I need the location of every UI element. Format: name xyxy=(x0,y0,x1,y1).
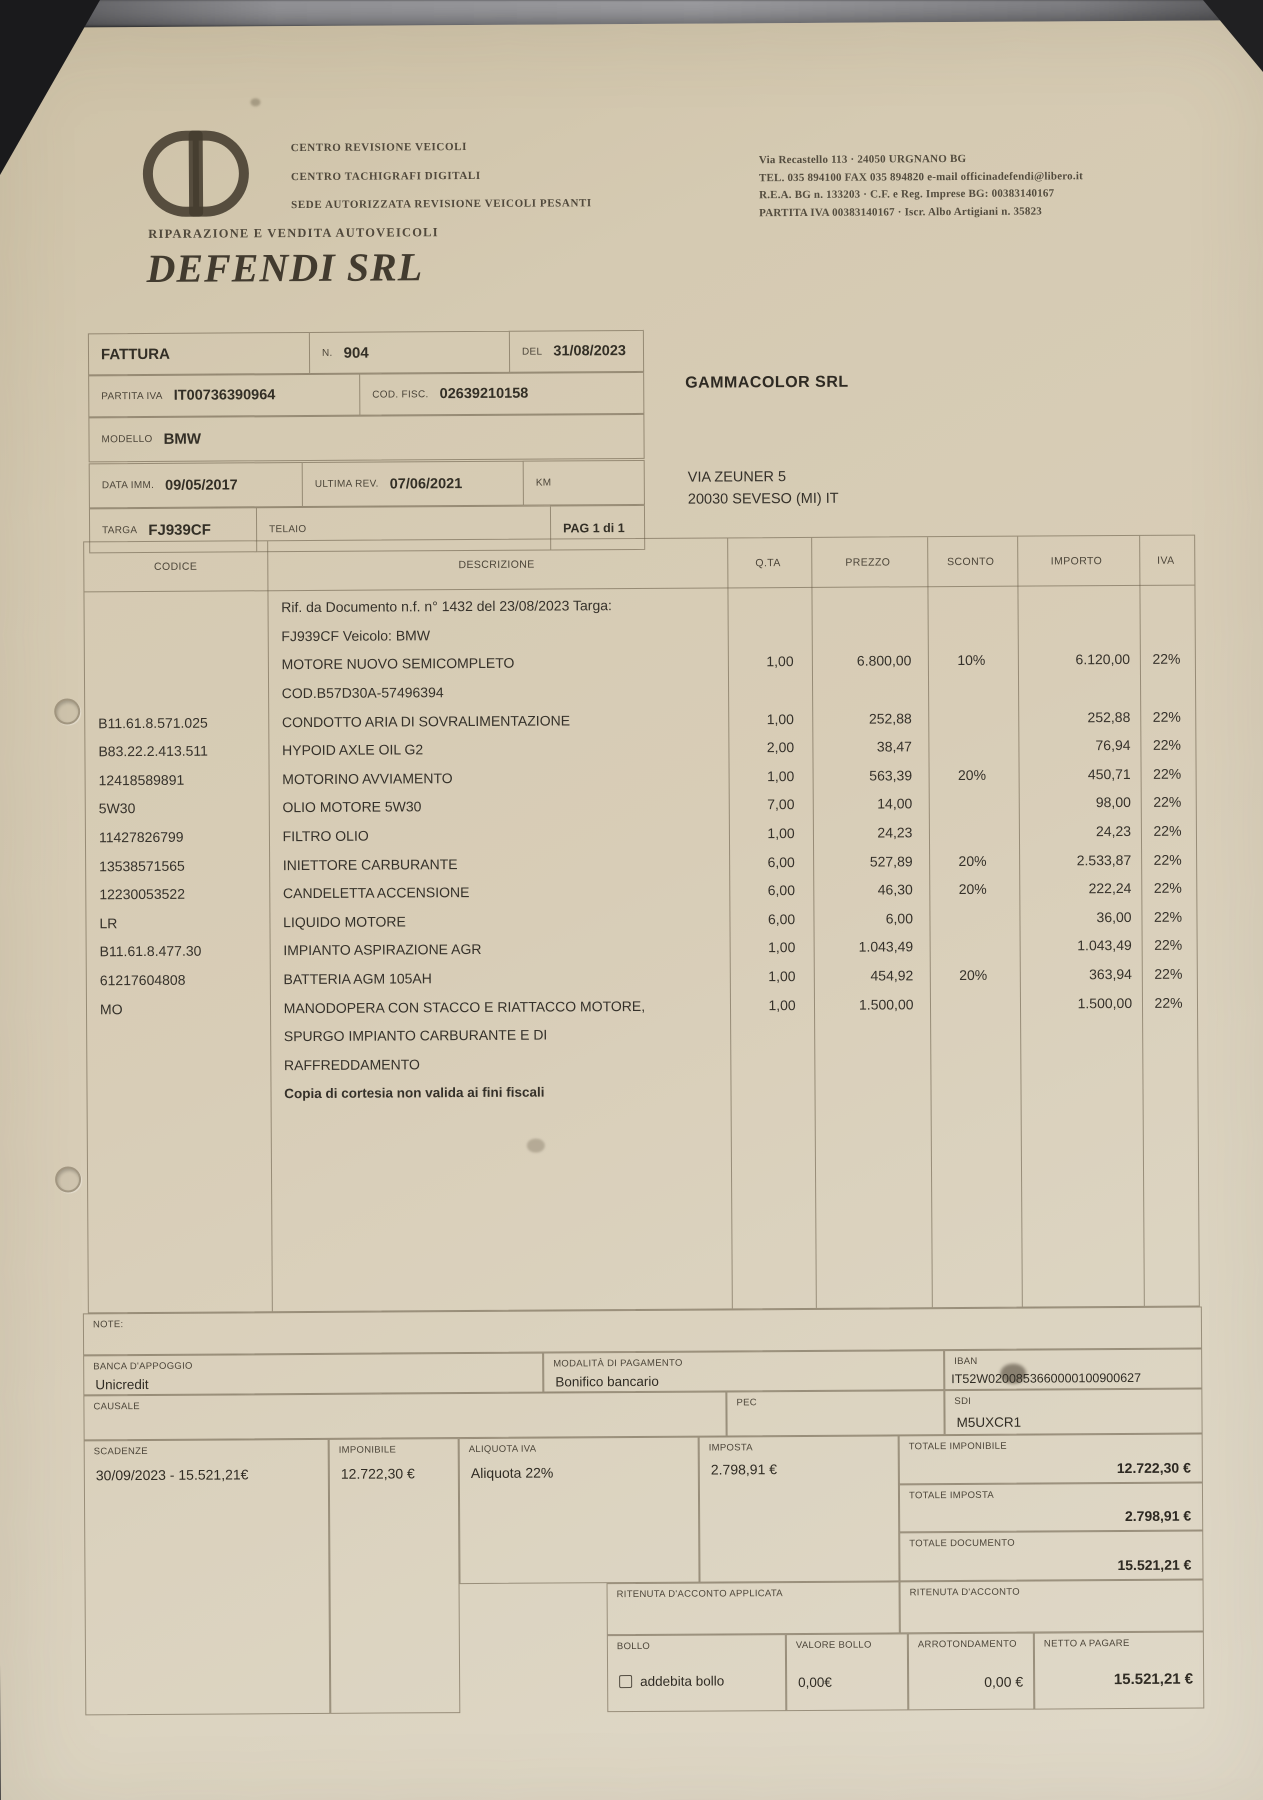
totale-documento-value: 15.521,21 € xyxy=(1117,1556,1192,1574)
col-header-sconto: SCONTO xyxy=(947,555,995,568)
item-qty: 1,00 xyxy=(768,968,796,985)
cod-fisc-cell xyxy=(360,372,644,416)
pec-label: PEC xyxy=(736,1397,757,1409)
totale-imposta-value: 2.798,91 € xyxy=(1124,1507,1192,1525)
item-code xyxy=(88,1094,271,1095)
item-price: 6.800,00 xyxy=(856,652,912,670)
banca-label: BANCA D'APPOGGIO xyxy=(93,1360,193,1373)
item-discount xyxy=(927,803,1017,804)
item-price xyxy=(811,689,927,690)
item-amount: 1.043,49 xyxy=(1077,937,1132,954)
item-description: FJ939CF Veicolo: BMW xyxy=(281,627,431,645)
bollo-cell xyxy=(607,1634,786,1712)
item-discount xyxy=(927,689,1017,690)
item-discount: 20% xyxy=(959,966,988,984)
item-price: 563,39 xyxy=(869,767,913,784)
col-header-iva: IVA xyxy=(1157,554,1175,567)
item-vat: 22% xyxy=(1153,879,1182,897)
invoice-paper xyxy=(0,20,1263,1800)
partita-iva-value: IT00736390964 xyxy=(173,387,276,404)
item-code xyxy=(85,636,268,637)
paper-stain xyxy=(250,98,260,106)
totale-imponibile-value: 12.722,30 € xyxy=(1116,1459,1191,1477)
doc-type-cell xyxy=(88,332,310,375)
item-description: BATTERIA AGM 105AH xyxy=(283,970,432,988)
item-description: IMPIANTO ASPIRAZIONE AGR xyxy=(283,941,482,959)
contact-line: TEL. 035 894100 FAX 035 894820 e-mail officinadefendi@libero.it xyxy=(758,169,1083,184)
telaio-label: TELAIO xyxy=(269,523,307,536)
item-description: MOTORINO AVVIAMENTO xyxy=(282,769,453,788)
item-price: 24,23 xyxy=(877,824,913,841)
item-amount: 1.500,00 xyxy=(1077,994,1133,1011)
note-label: NOTE: xyxy=(92,1319,124,1331)
item-description: Copia di cortesia non valida ai fini fiscali xyxy=(284,1084,545,1102)
col-header-descrizione: DESCRIZIONE xyxy=(458,558,535,571)
totale-imponibile-label: TOTALE IMPONIBILE xyxy=(908,1440,1007,1453)
km-label: KM xyxy=(535,477,552,489)
item-code xyxy=(85,693,268,694)
partita-iva-cell xyxy=(88,374,360,418)
arrotondamento-value: 0,00 € xyxy=(984,1673,1024,1690)
item-vat: 22% xyxy=(1152,651,1181,668)
ritenuta-applicata-cell xyxy=(607,1581,900,1635)
item-description: LIQUIDO MOTORE xyxy=(283,913,406,930)
letterhead-tagline: CENTRO TACHIGRAFI DIGITALI xyxy=(290,169,481,184)
number-label: N. xyxy=(321,347,333,359)
item-discount xyxy=(928,1003,1018,1004)
modalita-cell xyxy=(543,1350,944,1392)
item-description: SPURGO IMPIANTO CARBURANTE E DI xyxy=(283,1026,548,1045)
pec-cell xyxy=(726,1390,944,1436)
item-code: LR xyxy=(99,914,118,932)
item-amount: 24,23 xyxy=(1095,823,1132,840)
letterhead-subtitle: RIPARAZIONE E VENDITA AUTOVEICOLI xyxy=(148,225,439,241)
modello-value: BMW xyxy=(163,430,202,448)
item-code xyxy=(85,665,268,666)
item-description: CANDELETTA ACCENSIONE xyxy=(282,884,470,902)
ritenuta-cell xyxy=(900,1580,1204,1634)
item-amount: 6.120,00 xyxy=(1075,651,1131,668)
item-price: 46,30 xyxy=(877,881,913,898)
cod-fisc-label: COD. FISC. xyxy=(372,388,429,401)
item-qty: 1,00 xyxy=(766,653,794,670)
ritenuta-applicata-label: RITENUTA D'ACCONTO APPLICATA xyxy=(616,1588,783,1601)
col-header-prezzo: PREZZO xyxy=(845,555,891,569)
item-amount: 363,94 xyxy=(1089,965,1132,983)
item-code: 61217604808 xyxy=(99,971,186,989)
item-vat: 22% xyxy=(1153,851,1182,868)
items-table xyxy=(83,535,1200,1314)
item-qty: 6,00 xyxy=(767,853,795,870)
item-description: HYPOID AXLE OIL G2 xyxy=(282,741,424,759)
item-amount xyxy=(1019,1060,1141,1061)
iban-cell xyxy=(944,1349,1202,1391)
valore-bollo-label: VALORE BOLLO xyxy=(795,1639,872,1652)
item-qty: 6,00 xyxy=(767,910,796,928)
item-code: MO xyxy=(99,1000,123,1017)
valore-bollo-cell xyxy=(786,1633,908,1711)
letterhead-contact-block xyxy=(759,150,1179,223)
date-label: DEL xyxy=(521,346,543,358)
item-code xyxy=(85,608,268,609)
item-code: 5W30 xyxy=(98,800,136,817)
item-qty xyxy=(727,690,811,691)
item-price xyxy=(813,1090,929,1091)
hole-punch-bottom xyxy=(55,1166,81,1192)
item-amount: 36,00 xyxy=(1096,908,1132,926)
ritenuta-label: RITENUTA D'ACCONTO xyxy=(909,1586,1020,1599)
partita-iva-label: PARTITA IVA xyxy=(101,390,163,402)
col-header-qta: Q.TA xyxy=(755,556,781,569)
item-code: B83.22.2.413.511 xyxy=(98,742,208,760)
sdi-cell xyxy=(944,1389,1202,1436)
item-vat: 22% xyxy=(1153,908,1183,925)
contact-line: R.E.A. BG n. 133203 · C.F. e Reg. Imprese BG: 00383140167 xyxy=(759,187,1055,202)
item-price: 454,92 xyxy=(870,967,914,984)
item-code: 13538571565 xyxy=(99,857,185,874)
item-amount xyxy=(1016,688,1138,689)
item-discount: 10% xyxy=(957,652,986,669)
totale-imposta-cell xyxy=(899,1483,1203,1533)
cod-fisc-value: 02639210158 xyxy=(439,385,529,403)
item-code: 11427826799 xyxy=(98,828,184,846)
hole-punch-top xyxy=(54,698,80,724)
item-discount xyxy=(929,1089,1019,1090)
aliquota-cell xyxy=(459,1437,700,1584)
data-imm-value: 09/05/2017 xyxy=(165,476,238,494)
customer-address-line2: 20030 SEVESO (MI) IT xyxy=(687,490,839,508)
item-description: OLIO MOTORE 5W30 xyxy=(282,798,422,816)
item-amount xyxy=(1019,1088,1141,1089)
causale-label: CAUSALE xyxy=(93,1401,140,1413)
page-indicator: PAG 1 di 1 xyxy=(563,520,625,535)
iban-value: IT52W0200853660000100900627 xyxy=(951,1370,1142,1387)
item-vat: 22% xyxy=(1153,765,1182,782)
bollo-label: BOLLO xyxy=(616,1640,651,1653)
item-price xyxy=(810,632,926,633)
item-vat: 22% xyxy=(1154,965,1183,982)
totale-documento-cell xyxy=(899,1531,1203,1582)
item-description: CONDOTTO ARIA DI SOVRALIMENTAZIONE xyxy=(281,712,571,730)
scadenze-label: SCADENZE xyxy=(93,1445,148,1458)
item-description: Rif. da Documento n.f. n° 1432 del 23/08/2023 Targa: xyxy=(281,597,612,616)
item-qty: 7,00 xyxy=(767,796,795,813)
item-amount xyxy=(1016,602,1138,603)
item-qty xyxy=(729,1062,813,1063)
item-amount xyxy=(1016,631,1138,632)
item-description: MANODOPERA CON STACCO E RIATTACCO MOTORE, xyxy=(283,997,646,1016)
item-qty: 1,00 xyxy=(766,767,795,785)
sdi-value: M5UXCR1 xyxy=(956,1414,1022,1431)
item-qty xyxy=(727,633,811,634)
totale-imposta-label: TOTALE IMPOSTA xyxy=(908,1489,994,1502)
doc-number-cell xyxy=(310,331,510,374)
bollo-checkbox-label: addebita bollo xyxy=(640,1673,725,1689)
modalita-value: Bonifico bancario xyxy=(555,1373,659,1390)
netto-value: 15.521,21 € xyxy=(1113,1670,1194,1689)
dd-logo-icon xyxy=(143,130,274,221)
aliquota-value: Aliquota 22% xyxy=(470,1464,554,1482)
data-imm-label: DATA IMM. xyxy=(101,479,155,492)
imponibile-cell xyxy=(329,1438,461,1714)
item-price: 252,88 xyxy=(868,709,912,727)
netto-label: NETTO A PAGARE xyxy=(1043,1637,1130,1650)
item-amount: 2.533,87 xyxy=(1076,851,1132,868)
invoice-meta-box xyxy=(88,330,645,553)
item-qty: 1,00 xyxy=(766,710,794,727)
item-price: 1.043,49 xyxy=(858,938,914,956)
item-qty: 6,00 xyxy=(767,882,796,899)
imponibile-value: 12.722,30 € xyxy=(340,1465,415,1482)
customer-address-line1: VIA ZEUNER 5 xyxy=(687,469,787,486)
contact-line: Via Recastello 113 · 24050 URGNANO BG xyxy=(758,152,967,167)
doc-type-label: FATTURA xyxy=(100,345,170,363)
item-amount xyxy=(1018,1031,1140,1032)
netto-a-pagare-cell xyxy=(1034,1632,1204,1710)
item-price xyxy=(810,604,926,605)
item-discount xyxy=(928,946,1018,947)
table-row xyxy=(87,1074,1197,1109)
item-code: B11.61.8.477.30 xyxy=(99,943,202,960)
item-amount: 222,24 xyxy=(1088,880,1132,897)
imposta-value: 2.798,91 € xyxy=(710,1461,778,1478)
scadenze-cell xyxy=(84,1439,331,1715)
item-discount: 20% xyxy=(958,852,987,869)
item-amount: 76,94 xyxy=(1095,737,1131,754)
scadenze-value: 30/09/2023 - 15.521,21€ xyxy=(95,1466,249,1484)
totale-imponibile-cell xyxy=(899,1434,1203,1485)
number-value: 904 xyxy=(343,344,369,362)
item-discount xyxy=(926,632,1016,633)
item-discount xyxy=(929,1032,1019,1033)
col-header-importo: IMPORTO xyxy=(1050,554,1103,567)
item-price xyxy=(813,1032,929,1033)
modello-label: MODELLO xyxy=(101,433,153,446)
item-description: MOTORE NUOVO SEMICOMPLETO xyxy=(281,655,515,673)
aliquota-label: ALIQUOTA IVA xyxy=(468,1443,537,1456)
letterhead-tagline: SEDE AUTORIZZATA REVISIONE VEICOLI PESANTI xyxy=(291,197,592,212)
ultima-rev-label: ULTIMA REV. xyxy=(314,478,379,490)
arrotondamento-cell xyxy=(908,1633,1034,1711)
item-description: FILTRO OLIO xyxy=(282,827,369,845)
item-code: 12418589891 xyxy=(98,771,185,789)
targa-label: TARGA xyxy=(102,525,138,537)
item-discount: 20% xyxy=(958,881,987,898)
item-price: 38,47 xyxy=(876,738,912,755)
item-vat: 22% xyxy=(1152,708,1181,725)
item-description: RAFFREDDAMENTO xyxy=(283,1056,420,1073)
item-discount: 20% xyxy=(957,766,987,783)
item-price xyxy=(813,1061,929,1062)
company-name: DEFENDI SRL xyxy=(146,244,424,291)
targa-value: FJ939CF xyxy=(148,521,211,539)
item-code: 12230053522 xyxy=(99,885,186,903)
data-imm-cell xyxy=(89,462,303,508)
totale-documento-label: TOTALE DOCUMENTO xyxy=(909,1537,1015,1550)
imponibile-label: IMPONIBILE xyxy=(338,1444,397,1456)
item-vat: 22% xyxy=(1152,736,1182,754)
doc-date-cell xyxy=(510,330,644,373)
item-qty: 1,00 xyxy=(767,825,795,842)
item-discount xyxy=(928,917,1018,918)
item-discount xyxy=(927,717,1017,718)
bollo-option xyxy=(619,1673,724,1689)
valore-bollo-value: 0,00€ xyxy=(798,1674,832,1691)
banca-value: Unicredit xyxy=(95,1376,149,1393)
item-amount: 252,88 xyxy=(1087,708,1131,725)
date-value: 31/08/2023 xyxy=(553,343,626,360)
items-table-body xyxy=(84,588,1197,1109)
km-cell xyxy=(524,460,645,506)
arrotondamento-label: ARROTONDAMENTO xyxy=(917,1638,1017,1651)
customer-name: GAMMACOLOR SRL xyxy=(685,373,849,392)
item-amount: 450,71 xyxy=(1087,765,1131,783)
item-code: B11.61.8.571.025 xyxy=(98,714,208,731)
item-price: 6,00 xyxy=(885,910,914,927)
item-price: 1.500,00 xyxy=(858,995,914,1013)
item-qty xyxy=(726,604,810,605)
banca-cell xyxy=(83,1353,543,1396)
item-price: 14,00 xyxy=(877,795,913,812)
item-vat: 22% xyxy=(1154,937,1183,954)
causale-cell xyxy=(83,1391,726,1440)
iban-label: IBAN xyxy=(954,1355,978,1368)
item-vat: 22% xyxy=(1153,822,1182,839)
modello-cell xyxy=(88,414,644,462)
note-box xyxy=(83,1307,1202,1356)
item-qty xyxy=(729,1033,813,1034)
item-discount xyxy=(927,746,1017,747)
item-discount xyxy=(929,1060,1019,1061)
item-price: 527,89 xyxy=(869,852,913,870)
item-qty: 2,00 xyxy=(766,739,795,756)
item-code xyxy=(87,1036,270,1037)
item-discount xyxy=(926,603,1016,604)
col-header-codice: CODICE xyxy=(153,560,198,573)
modalita-label: MODALITÀ DI PAGAMENTO xyxy=(553,1357,683,1370)
letterhead-tagline: CENTRO REVISIONE VEICOLI xyxy=(290,141,467,155)
item-amount: 98,00 xyxy=(1095,794,1131,811)
item-qty: 1,00 xyxy=(768,939,796,956)
imposta-label: IMPOSTA xyxy=(708,1442,753,1454)
item-description: COD.B57D30A-57496394 xyxy=(281,684,444,702)
imposta-cell xyxy=(699,1435,900,1582)
contact-line: PARTITA IVA 00383140167 · Iscr. Albo Artigiani n. 35823 xyxy=(759,204,1042,219)
items-table-header xyxy=(84,536,1194,593)
item-description: INIETTORE CARBURANTE xyxy=(282,855,458,873)
ultima-rev-value: 07/06/2021 xyxy=(389,475,463,492)
item-vat: 22% xyxy=(1153,794,1182,811)
bollo-checkbox xyxy=(619,1675,632,1688)
sdi-label: SDI xyxy=(954,1395,972,1408)
item-qty: 1,00 xyxy=(768,996,796,1013)
item-code xyxy=(87,1065,270,1066)
ultima-rev-cell xyxy=(303,461,524,507)
item-discount xyxy=(927,832,1017,833)
item-qty xyxy=(729,1090,813,1091)
item-vat: 22% xyxy=(1154,994,1183,1011)
